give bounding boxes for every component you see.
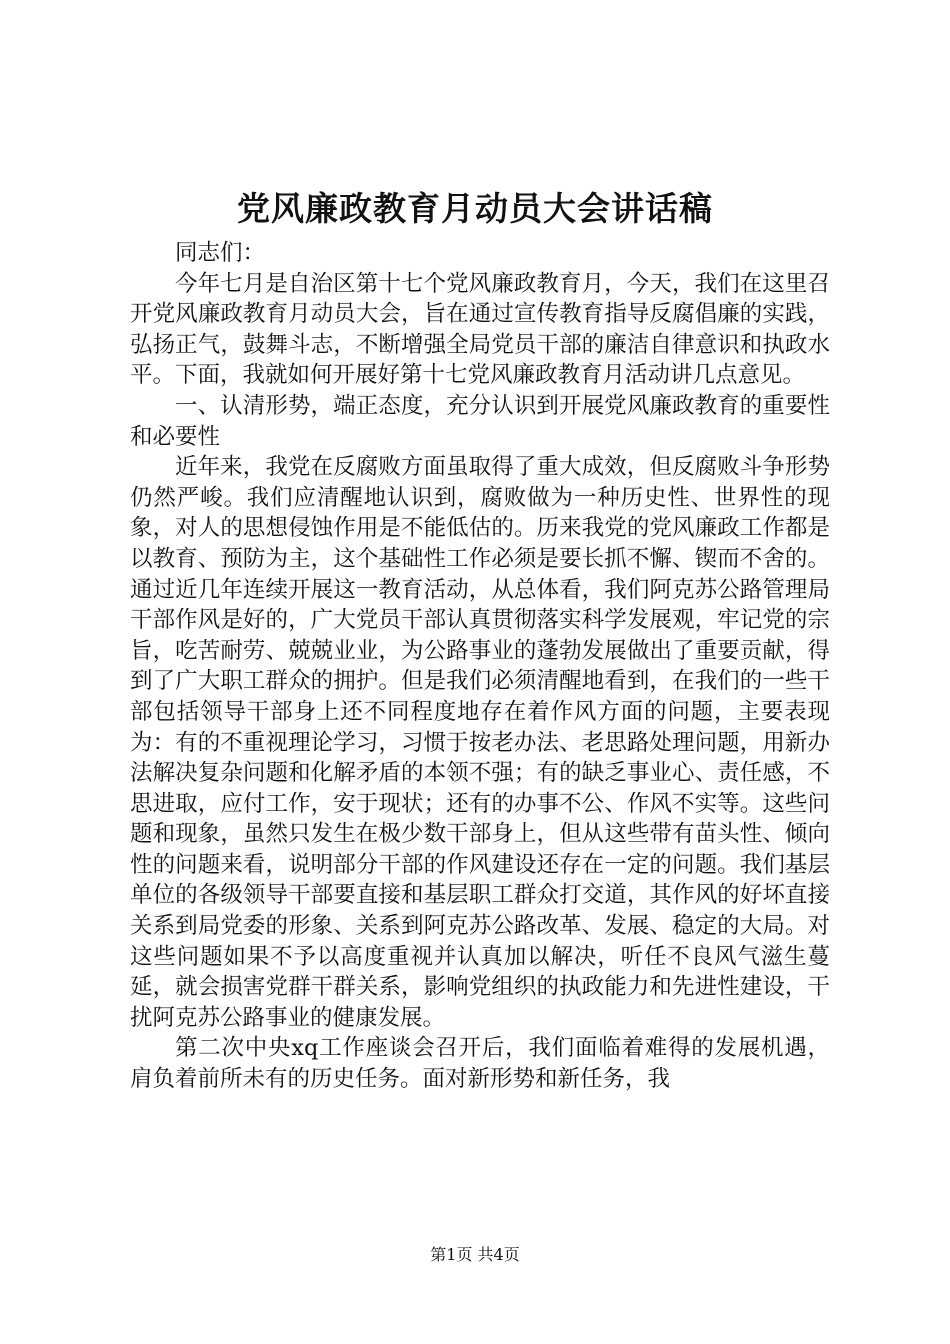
salutation-paragraph: 同志们：: [175, 240, 266, 266]
section-heading-1: 一、认清形势，端正态度，充分认识到开展党风廉政教育的重要性和必要性: [130, 392, 830, 450]
page-number-footer: 第1页 共4页: [430, 1245, 520, 1264]
intro-paragraph: 今年七月是自治区第十七个党风廉政教育月，今天，我们在这里召开党风廉政教育月动员大会，旨在通过宣传教育指导反腐倡廉的实践，弘扬正气，鼓舞斗志，不断增强全局党员干部的廉洁自律意识和执政水平。下面，我就如何开展好第十七党风廉政教育月活动讲几点意见。: [130, 270, 830, 389]
document-body: [130, 238, 830, 1095]
document-title: 党风廉政教育月动员大会讲话稿: [237, 189, 713, 228]
body-paragraph: 第二次中央xq工作座谈会召开后，我们面临着难得的发展机遇，肩负着前所未有的历史任务。面对新形势和新任务，我: [130, 1035, 830, 1093]
body-paragraph: 近年来，我党在反腐败方面虽取得了重大成效，但反腐败斗争形势仍然严峻。我们应清醒地认识到，腐败做为一种历史性、世界性的现象，对人的思想侵蚀作用是不能低估的。历来我党的党风廉政工作都是以教育、预防为主，这个基础性工作必须是要长抓不懈、锲而不舍的。通过近几年连续开展这一教育活动，从总体看，我们阿克苏公路管理局干部作风是好的，广大党员干部认真贯彻落实科学发展观，牢记党的宗旨，吃苦耐劳、兢兢业业，为公路事业的蓬勃发展做出了重要贡献，得到了广大职工群众的拥护。但是我们必须清醒地看到，在我们的一些干部包括领导干部身上还不同程度地存在着作风方面的问题，主要表现为：有的不重视理论学习，习惯于按老办法、老思路处理问题，用新办法解决复杂问题和化解矛盾的本领不强；有的缺乏事业心、责任感，不思进取，应付工作，安于现状；还有的办事不公、作风不实等。这些问题和现象，虽然只发生在极少数干部身上，但从这些带有苗头性、倾向性的问题来看，说明部分干部的作风建设还存在一定的问题。我们基层单位的各级领导干部要直接和基层职工群众打交道，其作风的好坏直接关系到局党委的形象、关系到阿克苏公路改革、发展、稳定的大局。对这些问题如果不予以高度重视并认真加以解决，听任不良风气滋生蔓延，就会损害党群干群关系，影响党组织的执政能力和先进性建设，干扰阿克苏公路事业的健康发展。: [130, 454, 830, 1031]
